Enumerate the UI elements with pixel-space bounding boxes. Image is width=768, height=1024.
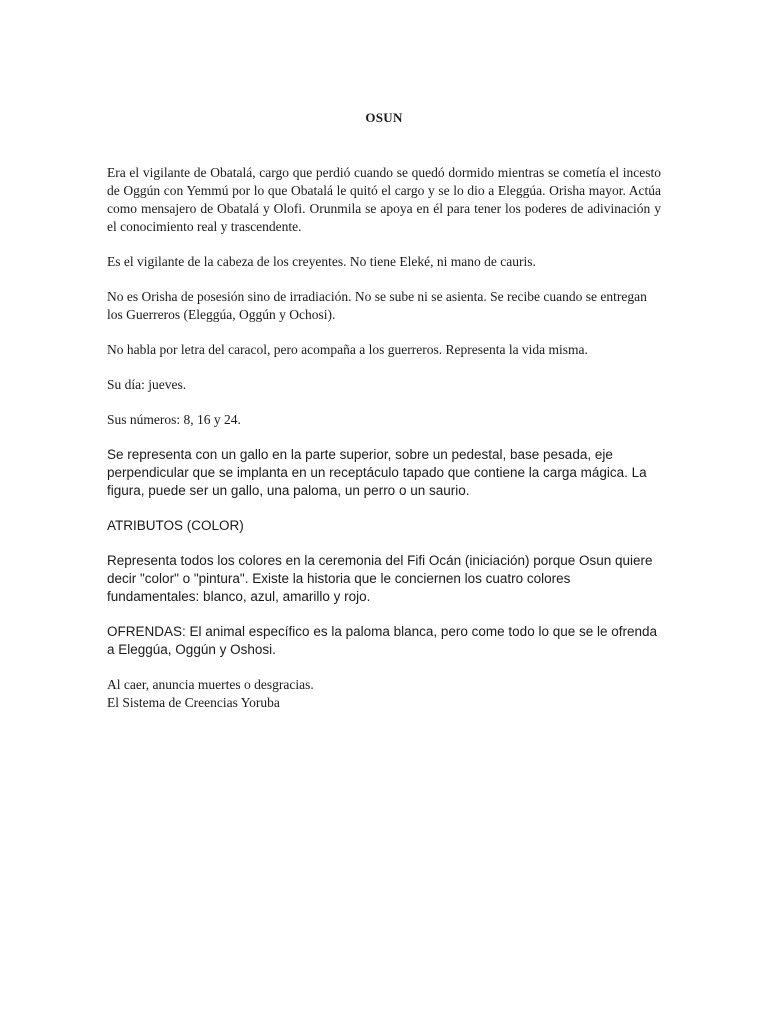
paragraph-representacion: Se representa con un gallo en la parte superior, sobre un pedestal, base pesada, eje perpendicular que se implanta en un receptáculo tapado que contiene la carga mágica. La figura, puede ser un gallo, una paloma, un perro o un saurio. xyxy=(107,447,647,498)
paragraph-vigilante-cabeza: Es el vigilante de la cabeza de los creyentes. No tiene Eleké, ni mano de cauris. xyxy=(107,254,536,269)
paragraph-ofrendas: OFRENDAS: El animal específico es la paloma blanca, pero come todo lo que se le ofrenda a Eleggúa, Oggún y Oshosi. xyxy=(107,624,658,657)
paragraph-vigilante-obatala: Era el vigilante de Obatalá, cargo que perdió cuando se quedó dormido mientras se cometía el incesto de Oggún con Yemmú por lo que Obatalá le quitó el cargo y se lo dio a Eleggúa. Orisha mayor. Actúa como mensajero de Obatalá y Olofi. Orunmila se apoya en él para tener los poderes de adivinación y el conocimiento real y trascendente. xyxy=(107,165,661,234)
paragraph-dia: Su día: jueves. xyxy=(107,377,187,392)
paragraph-caracol: No habla por letra del caracol, pero acompaña a los guerreros. Representa la vida misma. xyxy=(107,342,588,357)
document-title: OSUN xyxy=(365,110,403,125)
paragraph-posesion: No es Orisha de posesión sino de irradiación. No se sube ni se asienta. Se recibe cuando se entregan los Guerreros (Eleggúa, Oggún y Ochosi). xyxy=(107,289,647,322)
paragraph-al-caer: Al caer, anuncia muertes o desgracias. xyxy=(107,677,314,692)
paragraph-colores: Representa todos los colores en la ceremonia del Fifi Ocán (iniciación) porque Osun quiere decir "color" o "pintura". Existe la historia que le conciernen los cuatro colores fundamentales: blanco, azul, amarillo y rojo. xyxy=(107,553,653,604)
paragraph-numeros: Sus números: 8, 16 y 24. xyxy=(107,412,241,427)
section-heading-atributos: ATRIBUTOS (COLOR) xyxy=(107,518,244,533)
document-body xyxy=(107,164,661,712)
document-source: El Sistema de Creencias Yoruba xyxy=(107,695,280,710)
